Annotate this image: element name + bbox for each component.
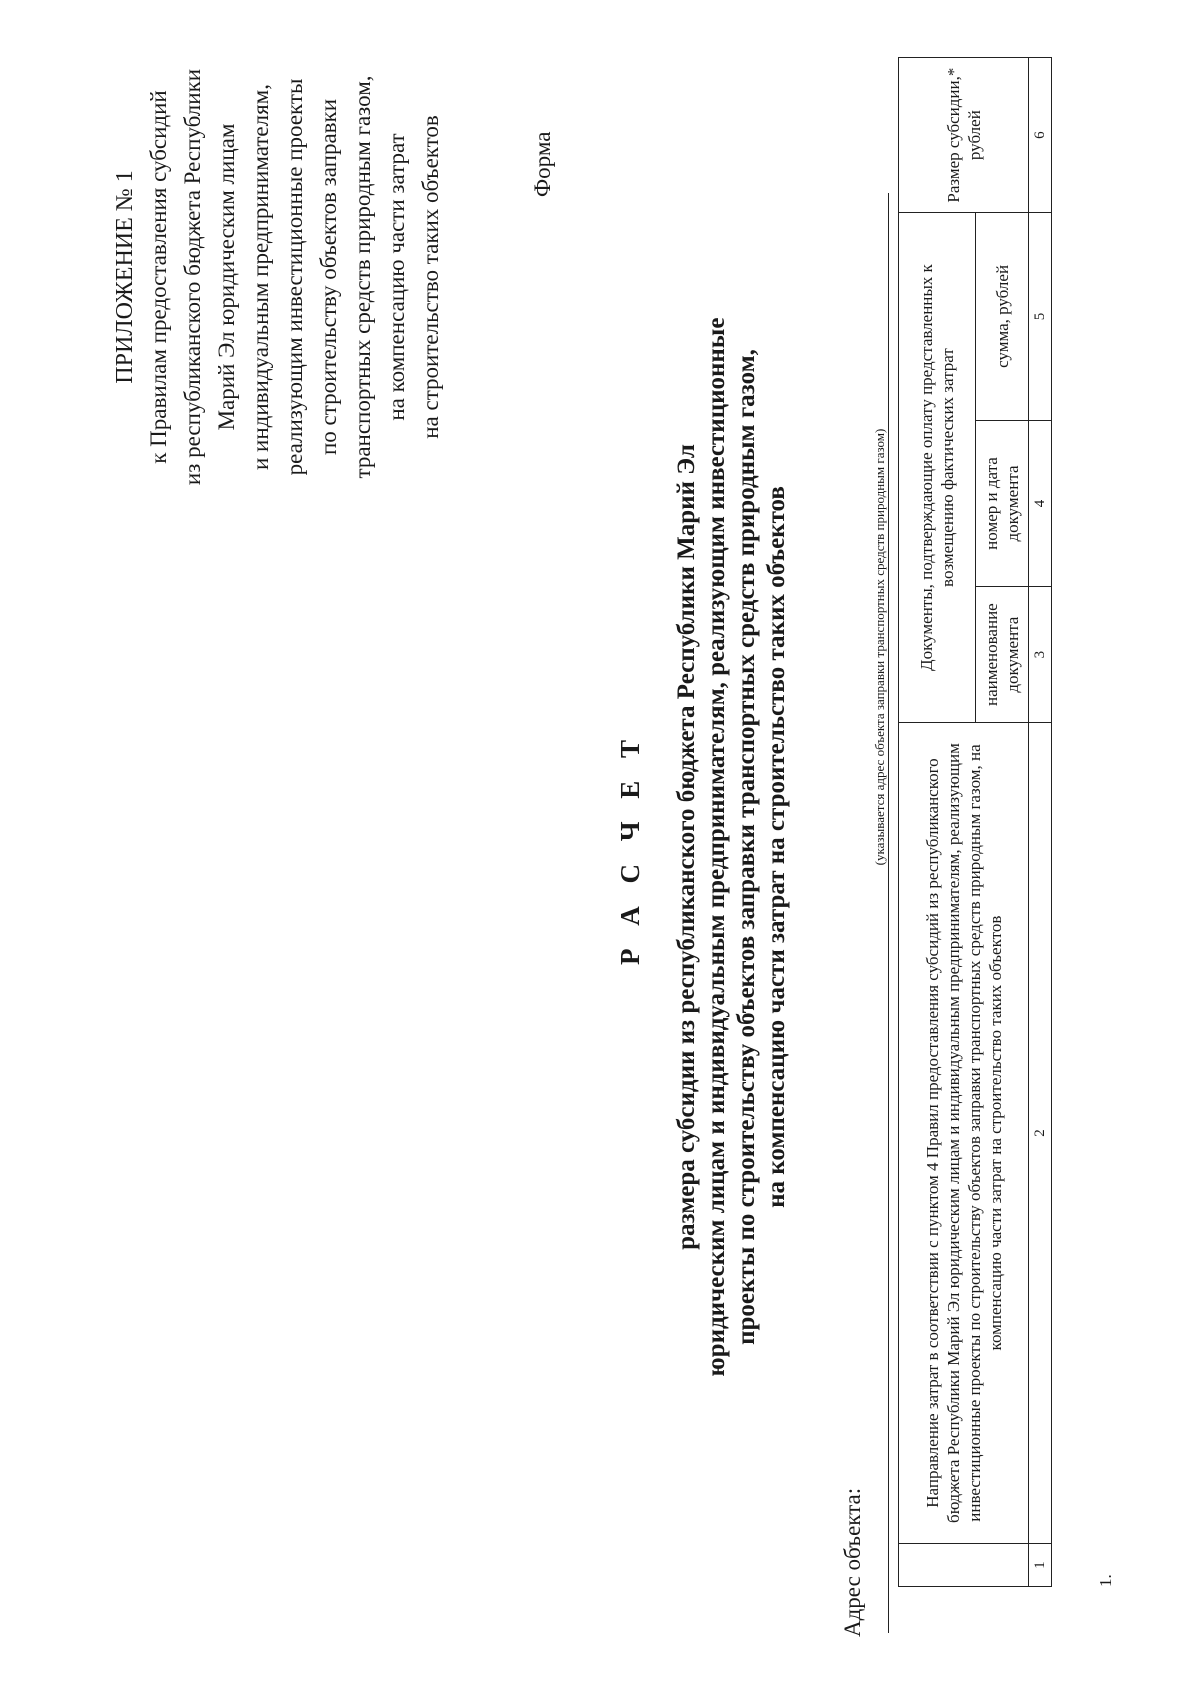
appendix-line: на компенсацию части затрат	[384, 133, 409, 421]
table-row-column-numbers	[1029, 58, 1052, 1587]
appendix-line: и индивидуальным предпринимателям,	[248, 84, 273, 470]
calculation-table	[898, 57, 1052, 1587]
appendix-line: на строительство таких объектов	[418, 115, 443, 439]
appendix-title: ПРИЛОЖЕНИЕ № 1	[112, 170, 138, 384]
header-cell-subsidy: Размер субсидии,* рублей	[899, 58, 1029, 213]
subtitle-line: размера субсидии из республиканского бюджета Республики Марий Эл	[673, 444, 700, 1250]
appendix-line: реализующим инвестиционные проекты	[282, 78, 307, 476]
footnote-marker: 1.	[1096, 1574, 1115, 1587]
column-number: 6	[1029, 58, 1052, 213]
column-number: 2	[1029, 722, 1052, 1543]
address-label: Адрес объекта:	[840, 1487, 865, 1637]
header-cell-doc-name: наименование документа	[976, 587, 1029, 723]
form-label: Форма	[530, 131, 555, 197]
document-subtitle	[672, 147, 792, 1547]
subtitle-line: на компенсацию части затрат на строительство таких объектов	[763, 486, 790, 1208]
column-number: 4	[1029, 420, 1052, 587]
subtitle-line: проекты по строительству объектов заправки транспортных средств природным газом,	[733, 349, 760, 1345]
column-number: 3	[1029, 587, 1052, 723]
appendix-line: транспортных средств природным газом,	[350, 75, 375, 479]
subtitle-line: юридическим лицам и индивидуальным предпринимателям, реализующим инвестиционные	[703, 317, 730, 1377]
appendix-line: по строительству объектов заправки	[316, 98, 341, 456]
header-cell-doc-sum: сумма, рублей	[976, 213, 1029, 420]
address-hint: (указывается адрес объекта заправки транспортных средств природным газом)	[872, 428, 887, 866]
table-header-row	[899, 58, 976, 1587]
appendix-line: к Правилам предоставления субсидий	[146, 90, 171, 464]
document-title: Р А С Ч Е Т	[615, 731, 645, 966]
header-cell-cost-direction: Направление затрат в соответствии с пунктом 4 Правил предоставления субсидий из республиканского бюджета Республики Марий Эл юридическим лицам и индивидуальным предпринимателям, реализующим инвестиционные проекты по строительству объектов заправки транспортных средств природным газом, на компенсацию части затрат на строительство таких объектов	[899, 722, 1029, 1543]
rotated-page	[60, 50, 1160, 1647]
column-number: 1	[1029, 1544, 1052, 1587]
header-cell-documents: Документы, подтверждающие оплату представленных к возмещению фактических затрат	[899, 213, 976, 723]
appendix-block	[108, 67, 448, 487]
appendix-line: Марий Эл юридическим лицам	[214, 123, 239, 431]
appendix-line: из республиканского бюджета Республики	[180, 68, 205, 486]
header-cell-doc-number: номер и дата документа	[976, 420, 1029, 587]
header-cell-empty	[899, 1544, 1029, 1587]
column-number: 5	[1029, 213, 1052, 420]
